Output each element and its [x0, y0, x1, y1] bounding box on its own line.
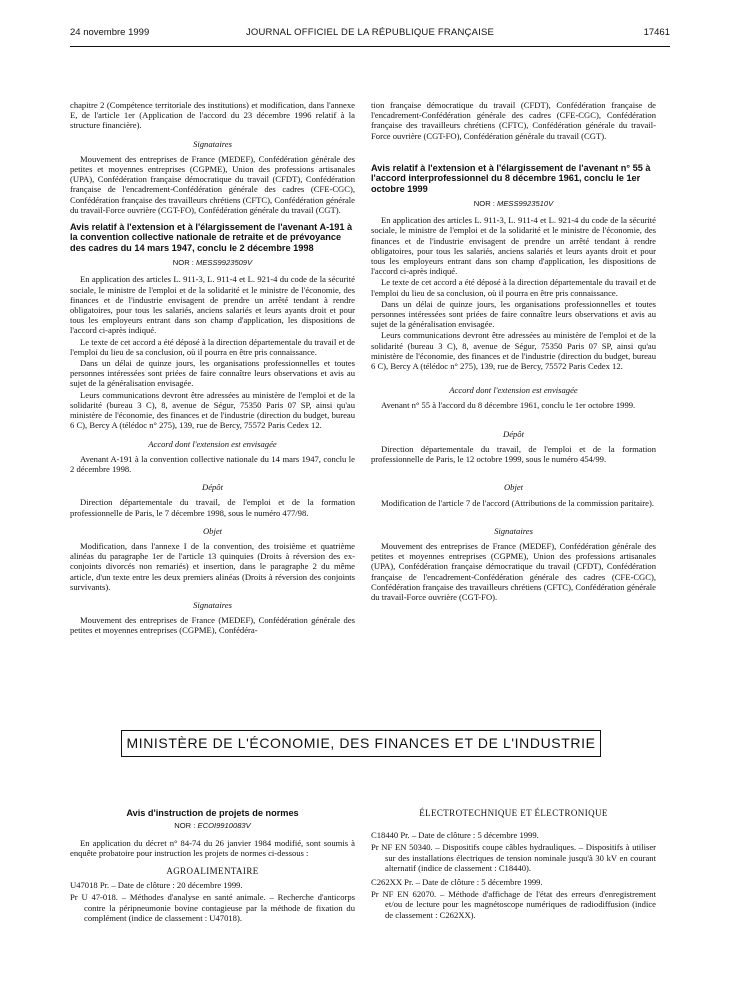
right-column	[371, 100, 656, 603]
ministry-banner: MINISTÈRE DE L'ÉCONOMIE, DES FINANCES ET DE L'INDUSTRIE	[121, 730, 601, 757]
right-continuation: tion française démocratique du travail (CFDT), Confédération française de l'encadrement-Confédération générale des cadres (CFE-CGC), Confédération française des travailleurs chrétiens (CFTC), Confédération générale du travail-Force ouvrière (CGT-FO), Confédération générale du travail (CGT).	[371, 100, 656, 141]
right-nor: NOR : MESS9923510V	[473, 199, 554, 209]
left-signataires-heading: Signataires	[193, 138, 232, 149]
right-para-2: Le texte de cet accord a été déposé à la direction départementale du travail et de l'emploi du lieu de sa conclusion, où il pourra en être pris connaissance.	[371, 277, 656, 298]
right-para-1: En application des articles L. 911-3, L. 911-4 et L. 921-4 du code de la sécurité sociale, le ministre de l'emploi et de la solidarité et le ministre de l'économie, des finances et de l'industrie envisagent de prendre un arrêté tendant à rendre obligatoires, pour tous les salariés, anciens salariés et leurs ayants droit et pour tous les employeurs entrant dans son champ d'application, les dispositions de l'accord ci-après indiqué.	[371, 215, 656, 277]
left-para-4: Leurs communications devront être adressées au ministère de l'emploi et de la solidarité (bureau 3 C), 8, avenue de Ségur, 75350 Paris 07 SP, ainsi qu'au ministère de l'économie, des finances et de l'industrie (direction du budget, bureau 6 C), Bercy A (télédoc n° 275), 139, rue de Bercy, 75572 Paris Cedex 12.	[70, 389, 355, 431]
bottom-left-column	[70, 800, 355, 925]
left-signataires2-heading: Signataires	[193, 599, 232, 610]
left-para-3: Dans un délai de quinze jours, les organisations professionnelles et toutes personnes intéressées sont priées de faire connaître leurs observations et avis au sujet de la généralisation envisagée.	[70, 358, 355, 389]
header-rule	[70, 46, 670, 47]
normes-title: Avis d'instruction de projets de normes	[126, 808, 299, 818]
right-para-4: Leurs communications devront être adressées au ministère de l'emploi et de la solidarité (bureau 3 C), 8, avenue de Ségur, 75350 Paris 07 SP, ainsi qu'au ministère de l'économie, des finances et de l'industrie (direction du budget, bureau 6 C), Bercy A (télédoc n° 275), 139, rue de Bercy, 75572 Paris Cedex 12.	[371, 330, 656, 372]
header-date: 24 novembre 1999	[70, 27, 150, 38]
section-agroalimentaire: AGROALIMENTAIRE	[166, 866, 259, 877]
norm-item: C18440 Pr. – Date de clôture : 5 décembre 1999.	[371, 830, 539, 841]
right-signataires-heading: Signataires	[494, 525, 533, 536]
right-depot-heading: Dépôt	[502, 428, 524, 439]
right-avis-title: Avis relatif à l'extension et à l'élargissement de l'avenant n° 55 à l'accord interprofessionnel du 8 décembre 1961, conclu le 1er octobre 1999	[371, 162, 651, 194]
norm-item: Pr NF EN 62070. – Méthode d'affichage de l'état des erreurs d'enregistrement et/ou de lecture pour les magnétoscope numériques de radiodiffusion (indice de classement : C262XX).	[371, 889, 656, 920]
left-column	[70, 100, 355, 637]
left-accord-heading: Accord dont l'extension est envisagée	[148, 438, 277, 449]
norm-item: U47018 Pr. – Date de clôture : 20 décembre 1999.	[70, 880, 243, 891]
left-intro: chapitre 2 (Compétence territoriale des institutions) et modification, dans l'annexe E, de l'article 1er (Application de l'accord du 23 décembre 1996 relatif à la structure financière).	[70, 100, 355, 131]
normes-nor: NOR : ECOI9910083V	[174, 821, 251, 831]
page-number: 17461	[643, 27, 670, 38]
left-objet-text: Modification, dans l'annexe I de la convention, des troisième et quatrième alinéas du paragraphe 1er de l'article 13 quinquies (Droits à réversion des ex-conjoints divorcés non remariés) et insertion, dans le paragraphe 2 du même article, d'un texte entre les deux premiers alinéas (Droits à réversion des conjoints survivants).	[70, 540, 355, 592]
norm-item: Pr NF EN 50340. – Dispositifs coupe câbles hydrauliques. – Dispositifs à utiliser sur des installations électriques de tension nominale jusqu'à 30 kV en courant alternatif (indice de classement : C18440).	[371, 842, 656, 873]
right-depot-text: Direction départementale du travail, de l'emploi et de la formation professionnelle de Paris, le 12 octobre 1999, sous le numéro 454/99.	[371, 443, 656, 465]
left-signataires2-text: Mouvement des entreprises de France (MEDEF), Confédération générale des petites et moyennes entreprises (CGPME), Confédéra-	[70, 615, 355, 636]
page-header	[70, 27, 670, 43]
right-accord-heading: Accord dont l'extension est envisagée	[449, 385, 578, 396]
right-signataires-text: Mouvement des entreprises de France (MEDEF), Confédération générale des petites et moyennes entreprises (CGPME), Union des professions artisanales (UPA), Confédération française démocratique du travail (CFDT), Confédération française de l'encadrement-Confédération générale des cadres (CFE-CGC), Confédération française des travailleurs chrétiens (CFTC), Confédération générale du travail-Force ouvrière (CGT-FO).	[371, 540, 656, 602]
left-para-1: En application des articles L. 911-3, L. 911-4 et L. 921-4 du code de la sécurité sociale, le ministre de l'emploi et de la solidarité et le ministre de l'économie, des finances et de l'industrie envisagent de prendre un arrêté tendant à rendre obligatoires, pour tous les salariés, anciens salariés et leurs ayants droit et pour tous les employeurs entrant dans son champ d'application, les dispositions de l'accord ci-après indiqué.	[70, 274, 355, 336]
normes-intro: En application du décret n° 84-74 du 26 janvier 1984 modifié, sont soumis à enquête probatoire pour instruction les projets de normes ci-dessous :	[70, 837, 355, 858]
left-depot-text: Direction départementale du travail, de l'emploi et de la formation professionnelle de Paris, le 7 décembre 1998, sous le numéro 477/98.	[70, 497, 355, 518]
right-accord-text: Avenant n° 55 à l'accord du 8 décembre 1961, conclu le 1er octobre 1999.	[381, 400, 636, 411]
right-objet-heading: Objet	[503, 482, 524, 493]
left-nor: NOR : MESS9923509V	[172, 258, 253, 268]
left-objet-heading: Objet	[202, 525, 223, 536]
left-accord-text: Avenant A-191 à la convention collective nationale du 14 mars 1947, conclu le 2 décembre 1998.	[70, 453, 355, 474]
norm-item: Pr U 47-018. – Méthodes d'analyse en santé animale. – Recherche d'anticorps contre la péripneumonie bovine contagieuse par la méthode de fixation du complément (indice de classement : U47018).	[70, 892, 356, 923]
section-electrotechnique: ÉLECTROTECHNIQUE ET ÉLECTRONIQUE	[419, 808, 608, 818]
left-avis-title: Avis relatif à l'extension et à l'élargissement de l'avenant A-191 à la convention collective nationale de retraite et de prévoyance des cadres du 14 mars 1947, conclu le 2 décembre 1998	[70, 222, 353, 253]
left-depot-heading: Dépôt	[201, 482, 223, 493]
norm-item: C262XX Pr. – Date de clôture : 5 décembre 1999.	[371, 877, 543, 888]
left-para-2: Le texte de cet accord a été déposé à la direction départementale du travail et de l'emploi du lieu de sa conclusion, où il pourra en être pris connaissance.	[70, 336, 355, 357]
left-signataires-text: Mouvement des entreprises de France (MEDEF), Confédération générale des petites et moyennes entreprises (CGPME), Union des professions artisanales (UPA), Confédération française démocratique du travail (CFDT), Confédération française de l'encadrement-Confédération générale des cadres (CFE-CGC), Confédération française des travailleurs chrétiens (CFTC), Confédération générale du travail-Force ouvrière (CGT-FO), Confédération générale du travail (CGT).	[70, 153, 355, 215]
bottom-right-column	[371, 800, 656, 922]
right-objet-text: Modification de l'article 7 de l'accord (Attributions de la commission paritaire).	[381, 497, 654, 508]
journal-title: JOURNAL OFFICIEL DE LA RÉPUBLIQUE FRANÇAISE	[245, 27, 495, 38]
right-para-3: Dans un délai de quinze jours, les organisations professionnelles et toutes personnes intéressées sont priées de faire connaître leurs observations et avis au sujet de la généralisation envisagée.	[371, 298, 656, 330]
